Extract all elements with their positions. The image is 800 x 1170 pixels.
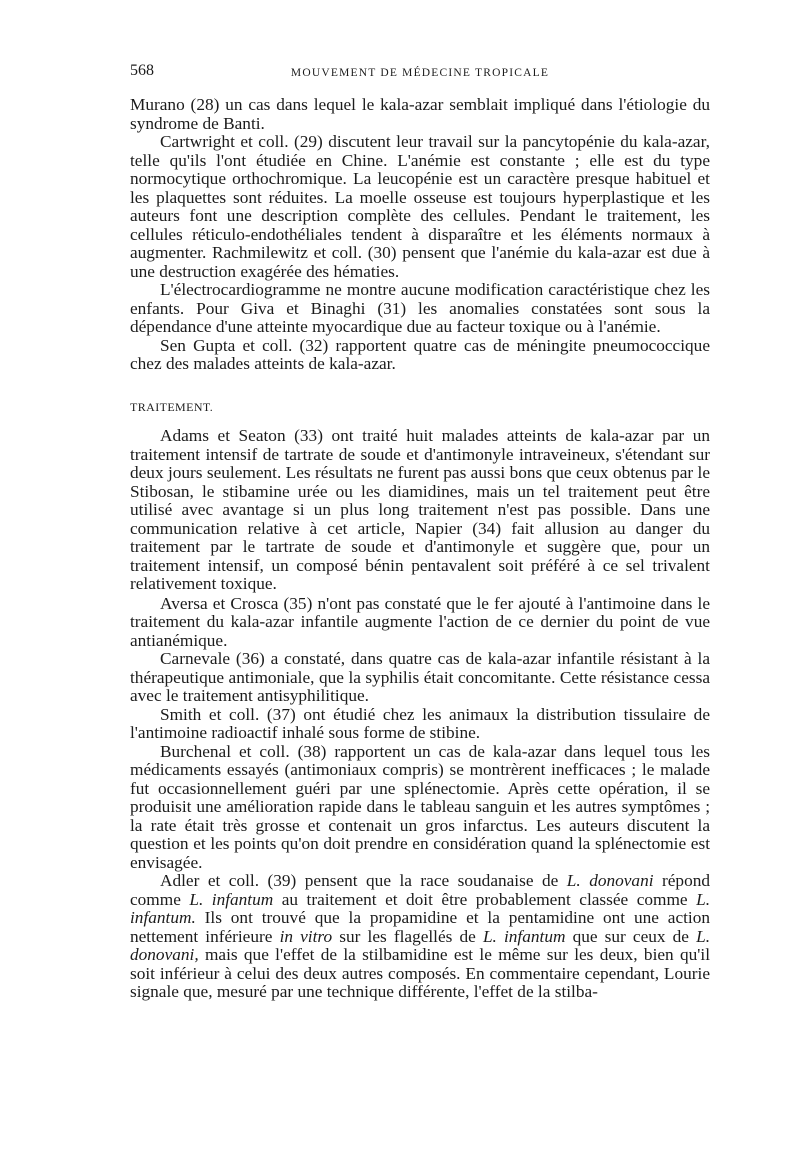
italic-species-name: L. infantum <box>482 926 566 946</box>
italic-species-name: L. infantum. <box>130 889 711 927</box>
paragraph-aversa-crosca: Aversa et Crosca (35) n'ont pas constaté que le fer ajouté à l'antimoine dans le traitement du kala-azar infantile augmente l'action de ce dernier du point de vue antianémique. <box>130 593 710 650</box>
text-run: répond comme <box>130 871 710 909</box>
paragraph-sen-gupta: Sen Gupta et coll. (32) rapportent quatre cas de méningite pneumococcique chez des malades atteints de kala-azar. <box>130 335 710 373</box>
italic-species-name: L. donovani, <box>130 926 711 964</box>
text-run: que sur ceux de <box>565 926 697 946</box>
italic-species-name: in vitro <box>279 926 333 946</box>
paragraph-murano: Murano (28) un cas dans lequel le kala-azar semblait impliqué dans l'étiologie du syndrome de Banti. <box>130 95 710 133</box>
text-run: sur les flagellés de <box>332 926 483 946</box>
document-page <box>130 62 710 1002</box>
text-run: mais que l'effet de la stilbamidine est le même sur les deux, bien qu'il soit inférieur à celui des deux autres composés. En commentaire cependant, Lourie signale que, mesuré par une technique différente, l'effet de la stilba- <box>130 945 710 1001</box>
text-run: Adler et coll. (39) pensent que la race soudanaise de <box>160 871 567 890</box>
paragraph-electrocardiogram: L'électrocardiogramme ne montre aucune modification caractéristique chez les enfants. Pour Giva et Binaghi (31) les anomalies constatées sont sous la dépendance d'une atteinte myocardique due au facteur toxique ou à l'anémie. <box>130 280 710 336</box>
italic-species-name: L. infantum <box>189 889 274 909</box>
italic-species-name: L. donovani <box>566 871 654 890</box>
paragraph-smith: Smith et coll. (37) ont étudié chez les animaux la distribution tissulaire de l'antimoine radioactif inhalé sous forme de stibine. <box>130 704 710 742</box>
section-heading-traitement: TRAITEMENT. <box>130 399 214 414</box>
paragraph-adams-seaton: Adams et Seaton (33) ont traité huit malades atteints de kala-azar par un traitement intensif de tartrate de soude et d'antimonyle intraveineux, s'étendant sur deux jours seulement. Les résultats ne furent pas aussi bons que ceux obtenus par le Stibosan, le stibamine urée ou les diamidines, mais un tel traitement peut être utilisé avec avantage si un plus long traitement n'est pas possible. Dans une communication relative à cet article, Napier (34) fait allusion au danger du traitement par le tartrate de soude et d'antimonyle et suggère que, pour un traitement intensif, un composé bénin pentavalent soit préféré à ce sel trivalent relativement toxique. <box>130 426 710 593</box>
paragraph-cartwright: Cartwright et coll. (29) discutent leur travail sur la pancytopénie du kala-azar, telle qu'ils l'ont étudiée en Chine. L'anémie est constante ; elle est du type normocytique orthochromique. La leucopénie est un caractère presque habituel et les plaquettes sont réduites. La moelle osseuse est toujours hyperplastique et les auteurs font une description complète des cellules. Pendant le traitement, les cellules réticulo-endothéliales tendent à disparaître et les éléments normaux à augmenter. Rachmilewitz et coll. (30) pensent que l'anémie du kala-azar est due à une destruction exagérée des hématies. <box>130 132 710 281</box>
page-number: 568 <box>130 62 154 79</box>
paragraph-adler <box>130 872 710 1002</box>
paragraph-burchenal: Burchenal et coll. (38) rapportent un cas de kala-azar dans lequel tous les médicaments essayés (antimoniaux compris) se montrèrent inefficaces ; le malade fut occasionnellement guéri par une splénectomie. Après cette opération, il se produisit une amélioration rapide dans le tableau sanguin et les autres symptômes ; la rate était très grosse et contenait un gros infarctus. Les auteurs discutent la question et les points qu'on doit prendre en considération quand la splénectomie est envisagée. <box>130 741 710 872</box>
running-header <box>130 62 710 84</box>
text-run: Ils ont trouvé que la propamidine et la pentamidine ont une action nettement inférieure <box>130 908 710 946</box>
paragraph-carnevale: Carnevale (36) a constaté, dans quatre cas de kala-azar infantile résistant à la thérapeutique antimoniale, que la syphilis était concomitante. Cette résistance cessa avec le traitement antisyphilitique. <box>130 649 710 705</box>
text-run: au traitement et doit être probablement classée comme <box>273 889 697 909</box>
journal-title: MOUVEMENT DE MÉDECINE TROPICALE <box>290 67 550 79</box>
